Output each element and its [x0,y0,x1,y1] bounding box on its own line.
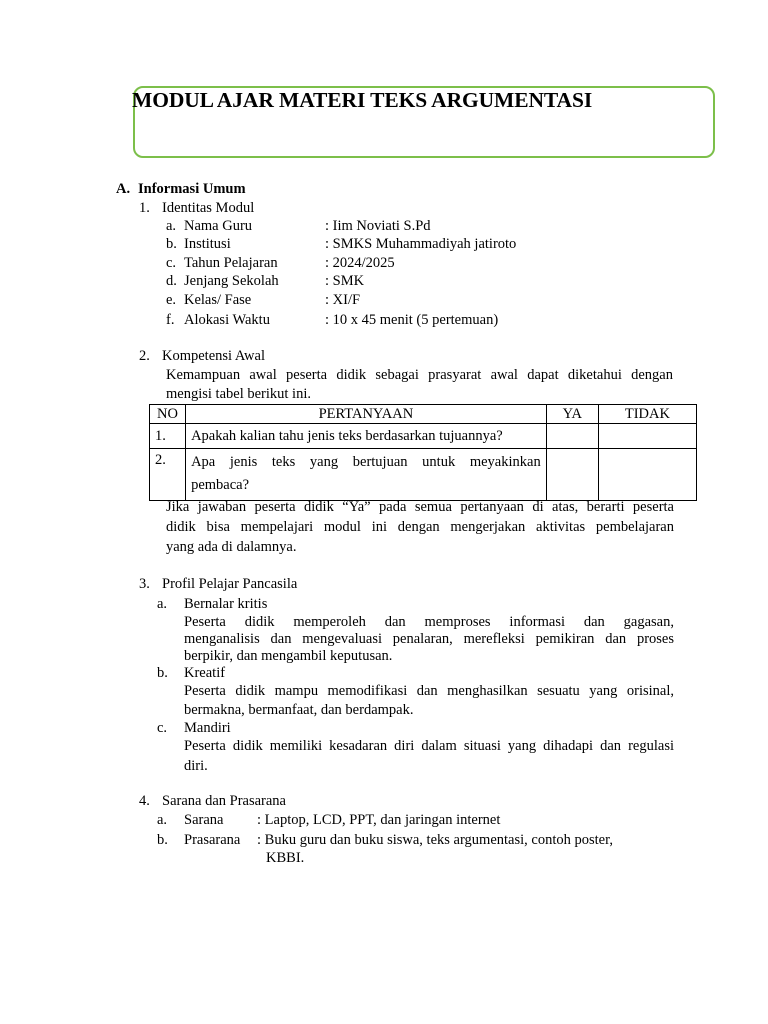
profil-bernalar-line-2: menganalisis dan mengevaluasi penalaran, merefleksi pemikiran dan proses [184,631,674,647]
prasarana-label: Prasarana [184,832,241,848]
table-header-tidak: TIDAK [598,405,696,424]
identitas-marker-a: a. [166,218,177,234]
identitas-marker-d: d. [166,273,177,289]
identitas-value-jenjang: : SMK [325,273,365,289]
table-cell-tidak [598,449,696,501]
identitas-label-jenjang: Jenjang Sekolah [184,273,279,289]
identitas-value-nama-guru: : Iim Noviati S.Pd [325,218,431,234]
table-cell-ya [546,449,598,501]
table-cell-question [186,449,547,501]
profil-title-bernalar: Bernalar kritis [184,596,268,612]
prasarana-value: : Buku guru dan buku siswa, teks argumentasi, contoh poster, [257,832,613,848]
profil-title-mandiri: Mandiri [184,720,231,736]
kompetensi-table [149,404,697,501]
table-question-line-1: Apa jenis teks yang bertujuan untuk meyakinkan [191,454,541,470]
profil-bernalar-line-3: berpikir, dan mengambil keputusan. [184,648,393,664]
profil-marker-b: b. [157,665,168,681]
profil-bernalar-line-1: Peserta didik memperoleh dan memproses informasi dan gagasan, [184,614,674,630]
sarana-label: Sarana [184,812,224,828]
sarana-value: : Laptop, LCD, PPT, dan jaringan internet [257,812,501,828]
section-a-marker: A. [116,181,131,197]
page-title: MODUL AJAR MATERI TEKS ARGUMENTASI [132,88,593,112]
identitas-label-tahun: Tahun Pelajaran [184,255,278,271]
table-row [150,424,697,449]
identitas-value-alokasi: : 10 x 45 menit (5 pertemuan) [325,312,499,328]
profil-mandiri-line-2: diri. [184,758,208,774]
kompetensi-heading: Kompetensi Awal [162,348,265,364]
identitas-marker-e: e. [166,292,177,308]
table-cell-question: Apakah kalian tahu jenis teks berdasarkan tujuannya? [186,424,547,449]
profil-marker-a: a. [157,596,168,612]
identitas-marker-b: b. [166,236,177,252]
identitas-value-institusi: : SMKS Muhammadiyah jatiroto [325,236,517,252]
table-cell-no: 1. [150,424,186,449]
table-cell-tidak [598,424,696,449]
table-row [150,449,697,501]
kompetensi-note-line-2: didik bisa mempelajari modul ini dengan mengerjakan aktivitas pembelajaran [166,519,674,535]
profil-kreatif-line-1: Peserta didik mampu memodifikasi dan menghasilkan sesuatu yang orisinal, [184,683,674,699]
identitas-value-tahun: : 2024/2025 [325,255,395,271]
identitas-marker: 1. [139,200,150,216]
identitas-label-nama-guru: Nama Guru [184,218,253,234]
kompetensi-intro-line-1: Kemampuan awal peserta didik sebagai prasyarat awal dapat diketahui dengan [166,367,673,383]
table-header-pertanyaan: PERTANYAAN [186,405,547,424]
table-question-line-2: pembaca? [191,477,250,493]
table-header-row [150,405,697,424]
sarana-marker-b: b. [157,832,168,848]
kompetensi-intro-line-2: mengisi tabel berikut ini. [166,386,311,402]
identitas-marker-f: f. [166,312,175,328]
sarana-heading: Sarana dan Prasarana [162,793,286,809]
table-header-no: NO [150,405,186,424]
table-cell-no: 2. [150,449,186,501]
prasarana-value-line-2: KBBI. [266,850,305,866]
profil-mandiri-line-1: Peserta didik memiliki kesadaran diri dalam situasi yang dihadapi dan regulasi [184,738,674,754]
identitas-label-institusi: Institusi [184,236,231,252]
profil-title-kreatif: Kreatif [184,665,226,681]
identitas-marker-c: c. [166,255,177,271]
kompetensi-note-line-3: yang ada di dalamnya. [166,539,297,555]
profil-kreatif-line-2: bermakna, bermanfaat, dan berdampak. [184,702,414,718]
sarana-marker-a: a. [157,812,168,828]
table-cell-ya [546,424,598,449]
identitas-label-kelas: Kelas/ Fase [184,292,252,308]
table-header-ya: YA [546,405,598,424]
profil-marker-c: c. [157,720,168,736]
kompetensi-note-line-1: Jika jawaban peserta didik “Ya” pada semua pertanyaan di atas, berarti peserta [166,499,674,515]
sarana-marker: 4. [139,793,150,809]
kompetensi-marker: 2. [139,348,150,364]
identitas-label-alokasi: Alokasi Waktu [184,312,270,328]
identitas-value-kelas: : XI/F [325,292,361,308]
identitas-heading: Identitas Modul [162,200,255,216]
section-a-heading: Informasi Umum [138,181,246,197]
profil-marker: 3. [139,576,150,592]
profil-heading: Profil Pelajar Pancasila [162,576,298,592]
